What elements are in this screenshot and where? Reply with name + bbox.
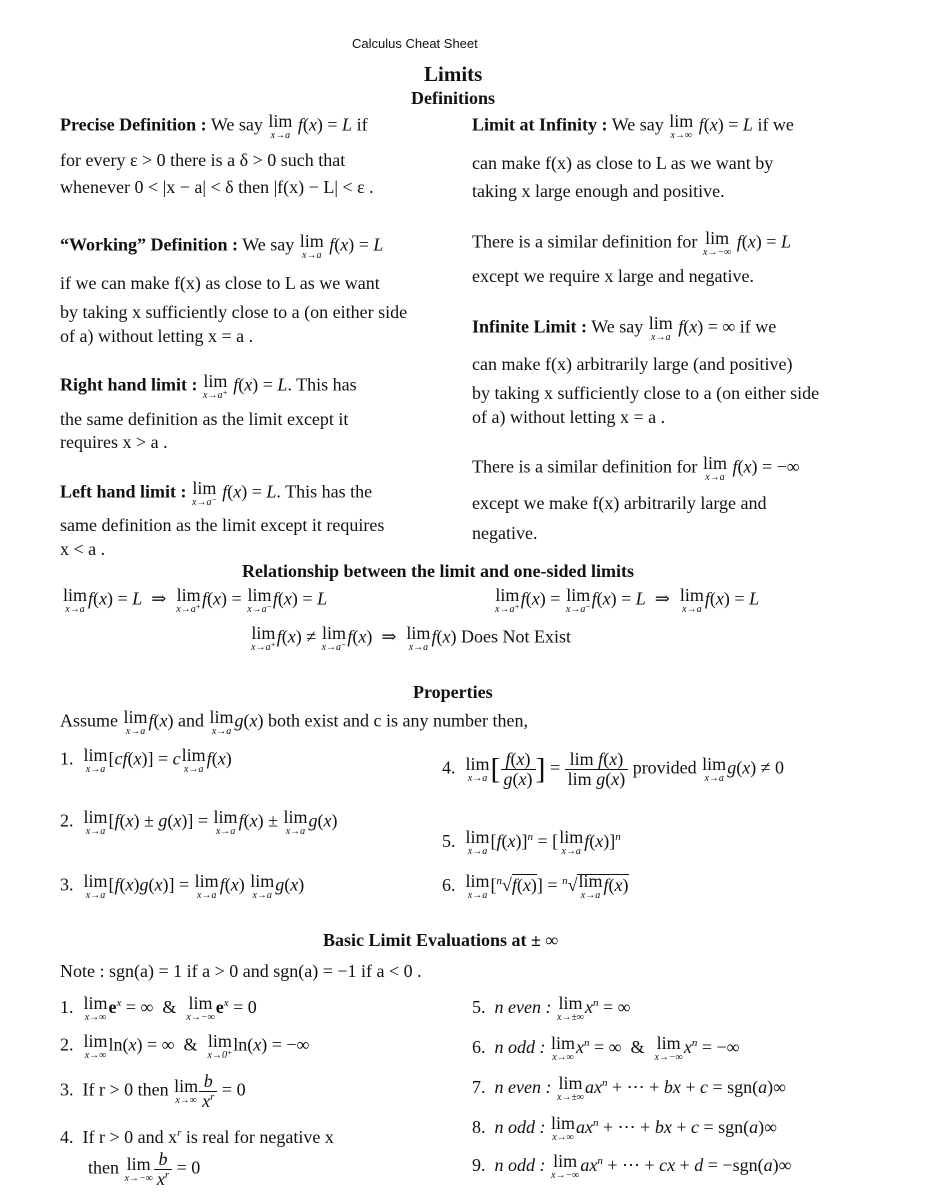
similar1-line2: except we require x large and negative.: [472, 266, 755, 286]
lim-symbol: lim x→a: [702, 453, 727, 483]
left-line3: x < a .: [60, 539, 106, 559]
lim-symbol: lim x→−∞: [702, 228, 732, 258]
n-odd-label: n odd :: [494, 1155, 546, 1175]
property-6: 6. lim x→a [$^n$√f(x)] = $^n$√ lim x→a f(x): [442, 871, 629, 902]
basic-9: 9. n odd : lim x→−∞ $ax^n$ + ⋯ + cx + d = −sgn(a)∞: [472, 1151, 792, 1182]
assume-a: Assume: [60, 710, 118, 731]
section-title-basic-limits: Basic Limit Evaluations at ± ∞: [323, 930, 559, 950]
relationship-formula-1: lim x→a f(x) = L ⇒ lim x→a⁺ f(x) = lim x→a⁻ f(x) = L: [63, 585, 328, 615]
n-even-label: n even :: [494, 1077, 552, 1097]
if-r4-text: If r > 0 and x: [82, 1127, 178, 1147]
similar2-line3: negative.: [472, 523, 538, 543]
provided-text: provided: [632, 757, 697, 778]
header-title: Calculus Cheat Sheet: [352, 36, 478, 51]
infinite-text: We say: [591, 316, 644, 337]
property-3: 3. lim x→a [f(x)g(x)] = lim x→a f(x) lim x→a g(x): [60, 871, 305, 901]
similar-definition-1: There is a similar definition for lim x→−∞ f(x) = L: [472, 228, 791, 258]
lim-symbol: lim x→a: [648, 313, 673, 343]
inf-label: Limit at Infinity :: [472, 114, 608, 135]
lim-symbol: lim x→a⁻: [192, 478, 217, 508]
basic-4: 4. If r > 0 and $x^r$ is real for negative x: [60, 1127, 334, 1147]
right-line2: the same definition as the limit except it: [60, 409, 349, 429]
dne-text: Does Not Exist: [460, 626, 571, 647]
working-definition: “Working” Definition : We say lim x→a f(x) = L: [60, 231, 384, 261]
precise-line2: for every ε > 0 there is a δ > 0 such that: [60, 150, 346, 170]
lim-symbol: lim x→∞: [669, 111, 694, 141]
properties-assumption: Assume lim x→a f(x) and lim x→a g(x) both exist and c is any number then,: [60, 707, 528, 737]
working-line4: of a) without letting x = a .: [60, 326, 254, 346]
basic-2: 2. lim x→∞ ln(x) = ∞ & lim x→0⁺ ln(x) = −∞: [60, 1031, 310, 1061]
precise-definition: Precise Definition : We say lim x→a f(x) = L if: [60, 111, 368, 141]
section-title-definitions: Definitions: [411, 88, 496, 108]
inf-line3: taking x large enough and positive.: [472, 181, 725, 201]
section-title-properties: Properties: [413, 682, 493, 702]
lim-symbol: lim x→a: [268, 111, 293, 141]
working-line3: by taking x sufficiently close to a (on either side: [60, 302, 408, 322]
precise-label: Precise Definition :: [60, 114, 207, 135]
if-r-text: If r > 0 then: [82, 1079, 169, 1100]
n-odd-label: n odd :: [494, 1037, 546, 1057]
right-text: . This has: [287, 374, 357, 395]
property-4: 4. lim x→a [ $\frac{f(x)}{g(x)}$ ] = $\frac{\text{lim f(x)}}{\text{lim g(x)}}$ provided lim x→a g(x) ≠ 0: [442, 749, 785, 789]
lim-symbol: lim x→a: [299, 231, 324, 261]
infinite-limit: Infinite Limit : We say lim x→a f(x) = ∞ if we: [472, 313, 777, 343]
left-line2: same definition as the limit except it requires: [60, 515, 385, 535]
n-even-label: n even :: [494, 997, 552, 1017]
similar2-line2: except we make f(x) arbitrarily large and: [472, 493, 767, 513]
infinite-label: Infinite Limit :: [472, 316, 587, 337]
infinite-line3: by taking x sufficiently close to a (on either side: [472, 383, 820, 403]
right-label: Right hand limit :: [60, 374, 198, 395]
similar1-text: There is a similar definition for: [472, 231, 698, 252]
infinite-line2: can make f(x) arbitrarily large (and positive): [472, 354, 793, 374]
relationship-formula-3: lim x→a⁺ f(x) ≠ lim x→a⁻ f(x) ⇒ lim x→a f(x) Does Not Exist: [251, 623, 571, 653]
section-title-relationship: Relationship between the limit and one-sided limits: [242, 561, 635, 581]
left-hand-limit: Left hand limit : lim x→a⁻ f(x) = L. This has the: [60, 478, 373, 508]
working-line2: if we can make f(x) as close to L as we want: [60, 273, 380, 293]
property-5: 5. lim x→a $[f(x)]^n$ = [ lim x→a f(x)]$^n$: [442, 827, 621, 858]
right-line3: requires x > a .: [60, 432, 168, 452]
if-r4b-text: is real for negative x: [185, 1127, 334, 1147]
lim-symbol: lim x→a⁺: [203, 371, 228, 401]
page-title: Limits: [424, 62, 483, 86]
similar2-text: There is a similar definition for: [472, 456, 698, 477]
basic-7: 7. n even : lim x→±∞ $ax^n$ + ⋯ + bx + c = sgn(a)∞: [472, 1073, 786, 1104]
working-text: We say: [242, 234, 295, 255]
left-text: . This has the: [276, 481, 373, 502]
sgn-note: Note : sgn(a) = 1 if a > 0 and sgn(a) = −1 if a < 0 .: [60, 961, 422, 981]
inf-line2: can make f(x) as close to L as we want by: [472, 153, 774, 173]
precise-text: We say: [210, 114, 263, 135]
right-hand-limit: Right hand limit : lim x→a⁺ f(x) = L. This has: [60, 371, 357, 401]
inf-text-b: if we: [757, 114, 794, 135]
basic-8: 8. n odd : lim x→∞ $ax^n$ + ⋯ + bx + c = sgn(a)∞: [472, 1113, 777, 1144]
inf-text: We say: [611, 114, 664, 135]
infinite-text-b: if we: [739, 316, 777, 337]
similar-definition-2: There is a similar definition for lim x→a f(x) = −∞: [472, 453, 800, 483]
basic-1: 1. lim x→∞ $e^x$ = ∞ & lim x→−∞ $e^x = 0$: [60, 993, 257, 1024]
basic-3: 3. If r > 0 then lim x→∞ $\frac{b}{x^r}$ = 0: [60, 1071, 246, 1111]
basic-6: 6. n odd : lim x→∞ $x^n$ = ∞ & lim x→−∞ $x^n$ = −∞: [472, 1033, 740, 1064]
property-1: 1. lim x→a [cf(x)] = c lim x→a f(x): [60, 745, 232, 775]
then-text: then: [88, 1157, 119, 1178]
assume-c: both exist and c is any number then,: [268, 710, 528, 731]
working-label: “Working” Definition :: [60, 234, 239, 255]
basic-4-then: then lim x→−∞ $\frac{b}{x^r}$ = 0: [88, 1149, 201, 1189]
precise-line3: whenever 0 < |x − a| < δ then |f(x) − L| < ε .: [60, 177, 374, 197]
n-odd-label: n odd :: [494, 1117, 546, 1137]
basic-5: 5. n even : lim x→±∞ $x^n$ = ∞: [472, 993, 631, 1024]
relationship-formula-2: lim x→a⁺ f(x) = lim x→a⁻ f(x) = L ⇒ lim x→a f(x) = L: [495, 585, 760, 615]
infinite-line4: of a) without letting x = a .: [472, 407, 666, 427]
limit-at-infinity: Limit at Infinity : We say lim x→∞ f(x) = L if we: [472, 111, 794, 141]
left-label: Left hand limit :: [60, 481, 187, 502]
property-2: 2. lim x→a [f(x) ± g(x)] = lim x→a f(x) ± lim x→a g(x): [60, 807, 338, 837]
assume-b: and: [178, 710, 205, 731]
